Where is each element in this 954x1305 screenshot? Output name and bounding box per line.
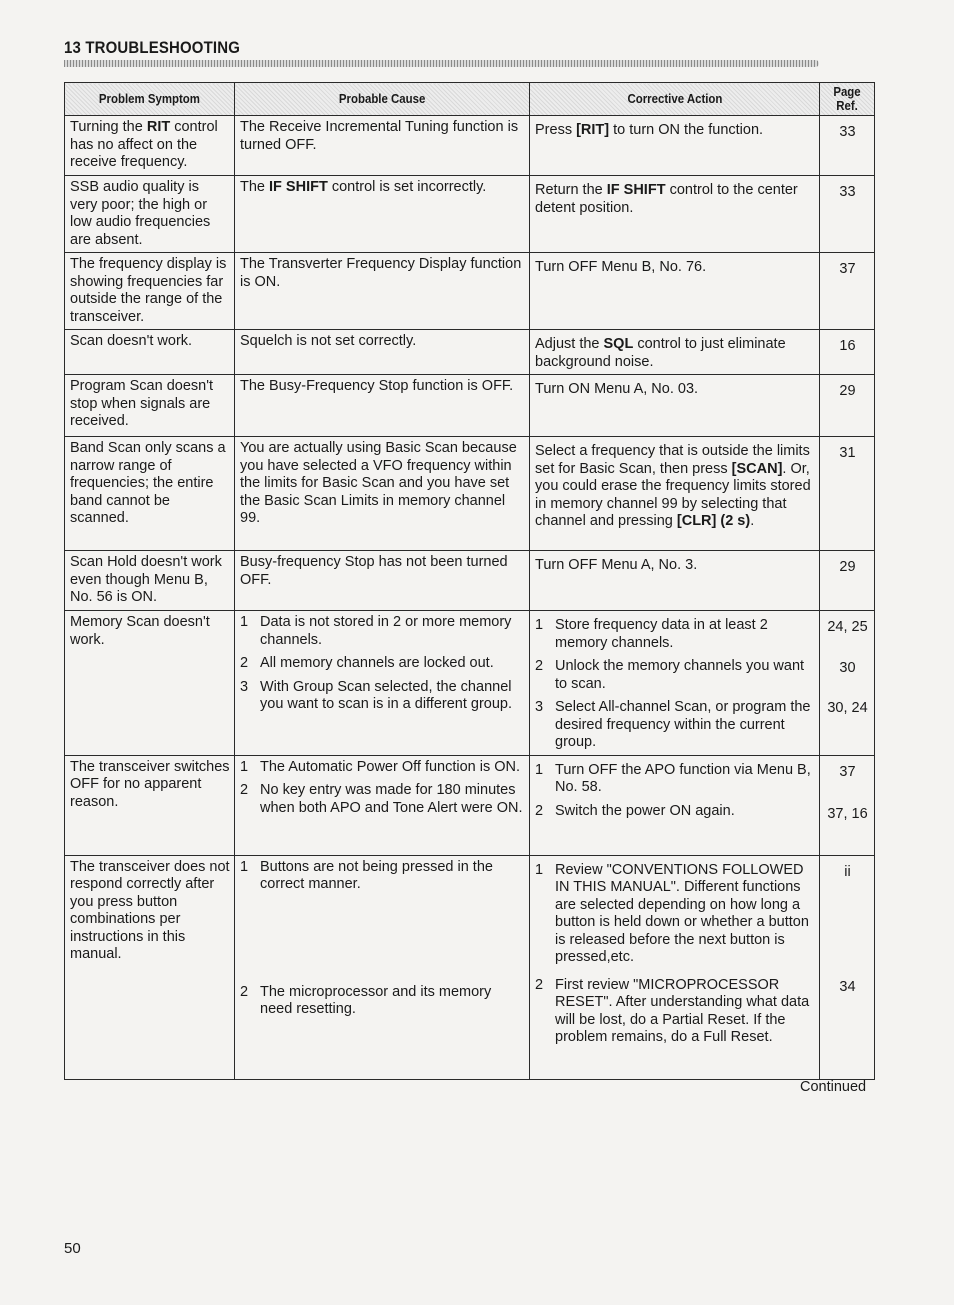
table-row <box>65 611 875 756</box>
action-cell <box>530 855 820 1079</box>
cause-cell <box>235 855 530 1079</box>
cause-cell: The Busy-Frequency Stop function is OFF. <box>235 375 530 437</box>
page-ref-cell: 37 <box>820 253 875 330</box>
symptom-cell: Band Scan only scans a narrow range of frequencies; the entire band cannot be scanned. <box>65 437 235 551</box>
action-cell: Turn OFF Menu B, No. 76. <box>530 253 820 330</box>
cause-item: 1 Data is not stored in 2 or more memory channels. <box>240 614 512 648</box>
action-cell: Adjust the SQL control to just eliminate background noise. <box>530 330 820 375</box>
page-ref-cell: 37 37, 16 <box>820 755 875 855</box>
section-title: 13 TROUBLESHOOTING <box>64 38 241 57</box>
table-row <box>65 176 875 253</box>
column-header-cause: Probable Cause <box>235 83 530 116</box>
cause-item: 1 Buttons are not being pressed in the correct manner. <box>240 858 493 892</box>
page-ref-cell: 31 <box>820 437 875 551</box>
action-cell: Select a frequency that is outside the limits set for Basic Scan, then press [SCAN]. Or, you could erase the frequency limits stored in memory channel 99 by selecting that channel and pressing [CLR] (2 s). <box>530 437 820 551</box>
table-row <box>65 755 875 855</box>
action-cell: Turn OFF Menu A, No. 3. <box>530 551 820 611</box>
action-item: 1 Review "CONVENTIONS FOLLOWED IN THIS MANUAL". Different functions are selected depending on how long a button is held down or whether a button is released before the next button is pressed,etc. <box>535 861 809 965</box>
symptom-cell: Turning the RIT control has no affect on the receive frequency. <box>65 116 235 176</box>
cause-cell: The Transverter Frequency Display function is ON. <box>235 253 530 330</box>
troubleshooting-table <box>64 82 875 1080</box>
symptom-cell: The frequency display is showing frequencies far outside the range of the transceiver. <box>65 253 235 330</box>
cause-item: 2 All memory channels are locked out. <box>240 655 494 671</box>
symptom-cell: The transceiver does not respond correctly after you press button combinations per instructions in this manual. <box>65 855 235 1079</box>
table-row <box>65 437 875 551</box>
action-item: 1 Store frequency data in at least 2 memory channels. <box>535 617 768 651</box>
title-rule <box>64 60 819 67</box>
cause-cell <box>235 611 530 756</box>
action-cell: Press [RIT] to turn ON the function. <box>530 116 820 176</box>
page-ref-cell: ii 34 <box>820 855 875 1079</box>
page-ref-cell: 33 <box>820 176 875 253</box>
column-header-symptom: Problem Symptom <box>65 83 235 116</box>
cause-cell <box>235 755 530 855</box>
cause-item: 1 The Automatic Power Off function is ON. <box>240 758 521 775</box>
symptom-cell: Scan Hold doesn't work even though Menu B, No. 56 is ON. <box>65 551 235 611</box>
column-header-page-ref: Page Ref. <box>820 83 875 116</box>
table-row <box>65 551 875 611</box>
symptom-cell: Program Scan doesn't stop when signals are received. <box>65 375 235 437</box>
action-cell <box>530 611 820 756</box>
table-row <box>65 116 875 176</box>
symptom-cell: Scan doesn't work. <box>65 330 235 375</box>
action-item: 2 Switch the power ON again. <box>535 802 735 819</box>
page-number: 50 <box>64 1240 81 1257</box>
table-header-row <box>65 83 875 116</box>
table-row <box>65 855 875 1079</box>
page-ref-cell: 24, 25 30 30, 24 <box>820 611 875 756</box>
column-header-action: Corrective Action <box>530 83 820 116</box>
symptom-cell: SSB audio quality is very poor; the high or low audio frequencies are absent. <box>65 176 235 253</box>
action-cell: Return the IF SHIFT control to the center detent position. <box>530 176 820 253</box>
table-row <box>65 330 875 375</box>
action-item: 1 Turn OFF the APO function via Menu B, No. 58. <box>535 761 811 795</box>
cause-cell: Busy-frequency Stop has not been turned OFF. <box>235 551 530 611</box>
action-cell: Turn ON Menu A, No. 03. <box>530 375 820 437</box>
page-ref-cell: 33 <box>820 116 875 176</box>
cause-cell: You are actually using Basic Scan because you have selected a VFO frequency within the limits for Basic Scan and you have set the Basic Scan Limits in memory channel 99. <box>235 437 530 551</box>
action-cell <box>530 755 820 855</box>
symptom-cell: The transceiver switches OFF for no apparent reason. <box>65 755 235 855</box>
cause-cell: The Receive Incremental Tuning function is turned OFF. <box>235 116 530 176</box>
table-row <box>65 375 875 437</box>
cause-item: 2 The microprocessor and its memory need resetting. <box>240 983 492 1017</box>
action-item: 3 Select All-channel Scan, or program the desired frequency within the current group. <box>535 699 811 750</box>
table-row <box>65 253 875 330</box>
symptom-cell: Memory Scan doesn't work. <box>65 611 235 756</box>
cause-cell: The IF SHIFT control is set incorrectly. <box>235 176 530 253</box>
page-ref-cell: 29 <box>820 375 875 437</box>
cause-item: 3 With Group Scan selected, the channel you want to scan is in a different group. <box>240 678 513 712</box>
cause-item: 2 No key entry was made for 180 minutes when both APO and Tone Alert were ON. <box>240 782 523 816</box>
continued-note: Continued <box>800 1079 867 1095</box>
page-ref-cell: 29 <box>820 551 875 611</box>
page-ref-cell: 16 <box>820 330 875 375</box>
action-item: 2 First review "MICROPROCESSOR RESET". After understanding what data will be lost, do a Partial Reset. If the problem remains, do a Full Reset. <box>535 976 810 1045</box>
action-item: 2 Unlock the memory channels you want to scan. <box>535 658 805 692</box>
cause-cell: Squelch is not set correctly. <box>235 330 530 375</box>
